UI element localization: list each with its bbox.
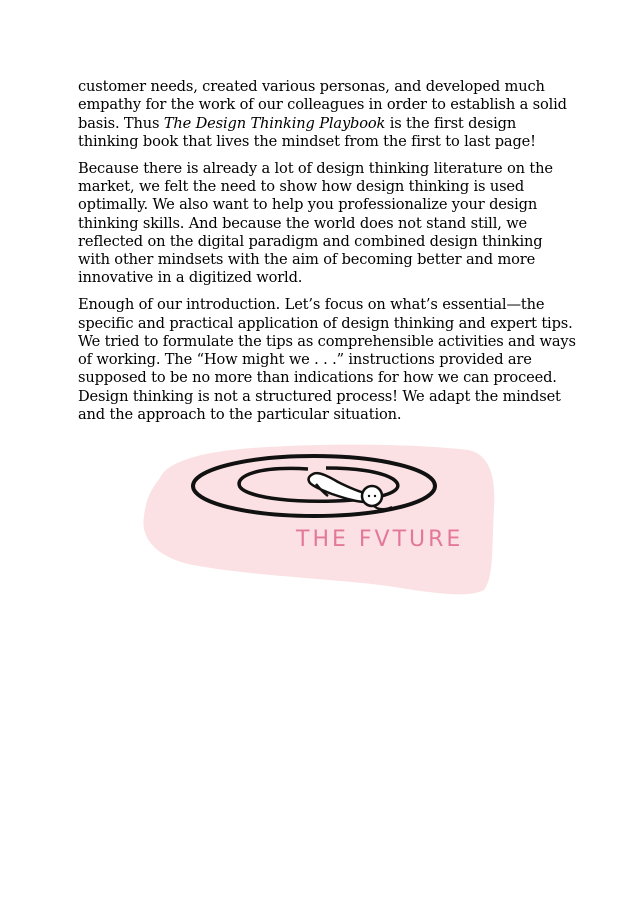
text-line (78, 251, 564, 269)
text-segment: We tried to formulate the tips as comprehensible activities and ways (78, 332, 576, 350)
text-segment: market, we felt the need to show how design thinking is used (78, 177, 525, 195)
text-line (78, 215, 564, 233)
illustration-caption: THE FVTURE (296, 527, 464, 552)
text-line (78, 369, 564, 387)
text-line (78, 196, 564, 214)
text-line (78, 388, 564, 406)
book-title: The Design Thinking Playbook (163, 114, 386, 132)
text-line (78, 115, 564, 133)
text-segment: supposed to be no more than indications for how we can proceed. (78, 369, 557, 387)
text-segment: specific and practical application of design thinking and expert tips. (78, 314, 573, 332)
text-segment: optimally. We also want to help you professionalize your design (78, 196, 538, 214)
text-line (78, 233, 564, 251)
text-line (78, 332, 576, 351)
text-line (78, 269, 564, 287)
text-segment: and the approach to the particular situation. (78, 406, 402, 424)
text-segment: of working. The “How might we . . .” instructions provided are (78, 351, 532, 369)
text-line (78, 351, 564, 369)
text-segment: thinking book that lives the mindset from the first to last page! (78, 132, 536, 150)
text-line (78, 314, 573, 333)
illustration-drawing (138, 438, 498, 598)
text-line (78, 178, 564, 196)
text-segment: with other mindsets with the aim of becoming better and more (78, 251, 536, 269)
text-segment: Because there is already a lot of design thinking literature on the (78, 159, 553, 177)
text-line (78, 406, 564, 424)
text-line (78, 78, 564, 96)
pink-blob (143, 445, 494, 595)
text-segment: basis. Thus (78, 114, 164, 132)
text-segment: innovative in a digitized world. (78, 269, 303, 287)
text-line (78, 133, 564, 151)
text-segment: Design thinking is not a structured process! We adapt the mindset (78, 387, 561, 405)
body-text (78, 78, 576, 433)
text-segment: Enough of our introduction. Let’s focus on what’s essential—the (78, 296, 545, 314)
text-line (78, 160, 564, 178)
the-future-illustration (138, 438, 498, 598)
text-line (78, 296, 564, 314)
text-segment: empathy for the work of our colleagues in order to establish a solid (78, 96, 567, 114)
text-segment: is the first design (385, 114, 517, 132)
text-segment: thinking skills. And because the world does not stand still, we (78, 214, 528, 232)
text-segment: reflected on the digital paradigm and combined design thinking (78, 232, 543, 250)
text-line (78, 96, 567, 114)
text-segment: customer needs, created various personas, and developed much (78, 78, 545, 95)
paragraph (78, 160, 564, 288)
paragraph (78, 296, 576, 424)
paragraph (78, 78, 567, 151)
